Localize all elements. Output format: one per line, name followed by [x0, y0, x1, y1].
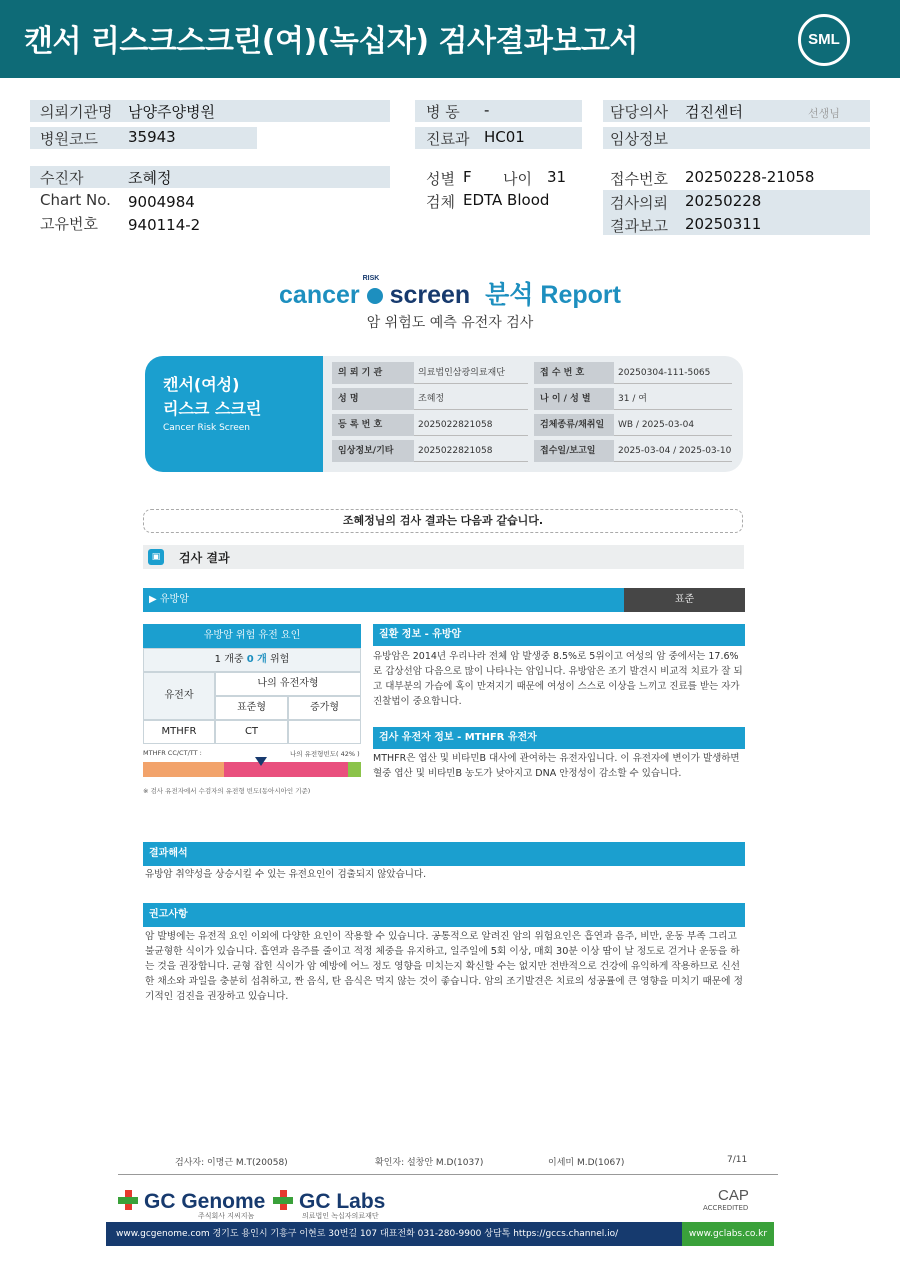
report-title: 캔서 리스크스크린(여)(녹십자) 검사결과보고서: [24, 24, 638, 59]
gc-labs-cross-icon: [273, 1190, 293, 1210]
gene-value-increased: [288, 720, 361, 744]
freq-segment: [315, 762, 348, 777]
confirmer-signature: 확인자: 설창안 M.D(1037): [375, 1158, 484, 1168]
footer-site: www.gclabs.co.kr: [682, 1222, 774, 1246]
gc-genome-logo: GC Genome: [144, 1190, 266, 1213]
increased-header: 증가형: [288, 696, 361, 720]
risk-count-post: 위험: [270, 654, 290, 665]
card-key: 나 이 / 성 별: [534, 388, 614, 410]
disease-info-text: 유방암은 2014년 우리나라 전체 암 발생중 8.5%로 5위이고 여성의 암 중에서는 17.6%로 갑상선암 다음으로 많이 나타나는 암입니다. 유방암은 조기 발견시 비교적 치료가 잘 되고 대부분의 가슴에 혹이 만져지기 때문에 여성이 스스로 이상을 느끼고 진료를 받는 자가 진찰법이 중요합니다.: [373, 651, 743, 707]
header-bar: [0, 0, 900, 78]
risk-count-row: [143, 648, 361, 672]
standard-header: 표준형: [215, 696, 288, 720]
inst-label: 의뢰기관명: [40, 103, 113, 121]
freq-marker-icon: [255, 757, 267, 766]
risk-table-title: 유방암 위험 유전 요인: [143, 624, 361, 648]
freq-label: MTHFR CC/CT/TT :: [143, 749, 202, 757]
chart-value: 9004984: [128, 193, 195, 211]
code-label: 병원코드: [40, 130, 98, 148]
footer-divider: [118, 1174, 778, 1175]
sex-label: 성별: [426, 170, 455, 188]
logo-cancer: cancer: [279, 281, 360, 309]
gene-value-standard: CT: [215, 720, 288, 744]
page-number: 7/11: [727, 1155, 748, 1165]
freq-segment: [348, 762, 361, 777]
report-label: 결과보고: [610, 217, 668, 235]
recommendation-text: 암 발병에는 유전적 요인 이외에 다양한 요인이 작용할 수 있습니다. 공통적으로 알려진 암의 위험요인은 흡연과 음주, 비만, 운동 부족 그리고 불균형한 식이가 있습니다. 흡연과 음주를 줄이고 적정 체중을 유지하고, 일주일에 5회 이상, 매회 30분 이상 땀이 날 정도로 걷거나 운동을 하는 것을 권장합니다. 균형 잡힌 식이가 암 예방에 어느 정도 영향을 미치는지 확신할 수는 없지만 전반적으로 건강에 유익하게 작용하므로 신선한 채소와 과일을 충분히 섭취하고, 짠 음식, 탄 음식은 먹지 않는 것이 좋습니다. 암의 조기발견은 치료의 성공률에 큰 영향을 미치기 때문에 정기적인 검진을 권장하고 있습니다.: [145, 931, 743, 1002]
gene-info-title: 검사 유전자 정보 - MTHFR 유전자: [373, 727, 745, 749]
card-value: 2025022821058: [414, 414, 528, 436]
doctor2-signature: 이세미 M.D(1067): [548, 1158, 625, 1168]
specimen-value: EDTA Blood: [463, 191, 550, 209]
name-label: 수진자: [40, 169, 84, 187]
card-key: 의 뢰 기 관: [332, 362, 414, 384]
card-value: 31 / 여: [614, 388, 732, 410]
report-subtitle: 암 위험도 예측 유전자 검사: [366, 315, 534, 331]
freq-marker-label: 나의 유전형빈도( 42% ): [290, 750, 360, 758]
ward-label: 병 동: [426, 103, 460, 121]
recommendation-title: 권고사항: [143, 903, 745, 927]
request-value: 20250228: [685, 192, 762, 210]
card-key: 성 명: [332, 388, 414, 410]
examiner-signature: 검사자: 이명근 M.T(20058): [175, 1158, 288, 1168]
card-key: 검체종류/채취일: [534, 414, 614, 436]
card-title-1: 캔서(여성): [163, 375, 240, 394]
clinical-label: 임상정보: [610, 130, 668, 148]
freq-note: ※ 검사 유전자에서 수검자의 유전형 빈도(동아시아인 기준): [143, 787, 311, 795]
cancer-risk-screen-logo: [0, 275, 900, 311]
freq-segment: [143, 762, 224, 777]
logo-report-title: 분석 Report: [485, 281, 621, 309]
age-value: 31: [547, 168, 567, 186]
receipt-value: 20250228-21058: [685, 168, 815, 186]
result-box-icon: ▣: [148, 549, 164, 565]
my-genotype-header: 나의 유전자형: [215, 672, 361, 696]
card-value: 20250304-111-5065: [614, 362, 732, 384]
cancer-name-bar: ▶ 유방암: [143, 588, 624, 612]
doctor-suffix: 선생님: [808, 107, 840, 120]
logo-globe-icon: [362, 275, 383, 304]
gene-info-text: MTHFR은 엽산 및 비타민B 대사에 관여하는 유전자입니다. 이 유전자에 변이가 발생하면 혈중 엽산 및 비타민B 농도가 낮아지고 DNA 안정성이 감소할 수 있습니다.: [373, 753, 740, 779]
cap-logo: CAP: [718, 1187, 749, 1204]
card-value: 의료법인삼광의료재단: [414, 362, 528, 384]
sml-logo: SML: [798, 14, 850, 66]
request-label: 검사의뢰: [610, 194, 668, 212]
gene-name: MTHFR: [143, 720, 215, 744]
age-label: 나이: [503, 170, 532, 188]
gc-genome-sub: 주식회사 지씨지놈: [198, 1212, 255, 1220]
result-notice: 조혜정님의 검사 결과는 다음과 같습니다.: [143, 509, 743, 533]
freq-bar: [143, 762, 361, 777]
gene-header: 유전자: [143, 672, 215, 720]
dept-value: HC01: [484, 128, 525, 146]
footer-address: www.gcgenome.com 경기도 용인시 기흥구 이현로 30번길 107 대표전화 031-280-9900 상담톡 https://gccs.channel.io/: [116, 1229, 619, 1239]
gc-labs-logo: GC Labs: [299, 1190, 386, 1213]
gc-labs-sub: 의료법인 녹십자의료재단: [302, 1212, 379, 1220]
name-row-bg: [30, 166, 390, 188]
ward-value: -: [484, 101, 490, 119]
interpretation-title: 결과해석: [143, 842, 745, 866]
card-key: 임상정보/기타: [332, 440, 414, 462]
name-value: 조혜정: [128, 169, 172, 187]
risk-count: 0 개: [246, 654, 267, 665]
code-value: 35943: [128, 128, 176, 146]
logo-risk: RISK: [362, 275, 380, 283]
footer-bar: [106, 1222, 774, 1246]
card-value: 조혜정: [414, 388, 528, 410]
logo-screen: screen: [389, 281, 471, 309]
interpretation-text: 유방암 취약성을 상승시킬 수 있는 유전요인이 검출되지 않았습니다.: [145, 869, 427, 880]
card-value: 2025022821058: [414, 440, 528, 462]
freq-segment: [224, 762, 316, 777]
dept-label: 진료과: [426, 130, 470, 148]
card-value: 2025-03-04 / 2025-03-10: [614, 440, 732, 462]
chart-label: Chart No.: [40, 191, 111, 209]
gc-genome-cross-icon: [118, 1190, 138, 1210]
cancer-status: 표준: [624, 588, 745, 612]
card-title-panel: [145, 356, 323, 472]
report-value: 20250311: [685, 215, 762, 233]
sex-value: F: [463, 168, 472, 186]
risk-count-pre: 1 개중: [214, 654, 244, 665]
card-key: 접 수 번 호: [534, 362, 614, 384]
inst-value: 남양주양병원: [128, 103, 215, 121]
card-title-en: Cancer Risk Screen: [163, 423, 251, 433]
card-title-2: 리스크 스크린: [163, 399, 262, 418]
section-title: 검사 결과: [179, 551, 230, 565]
cap-accredited: ACCREDITED: [703, 1204, 749, 1212]
card-key: 등 록 번 호: [332, 414, 414, 436]
section-header: [143, 545, 744, 569]
specimen-label: 검체: [426, 193, 455, 211]
id-label: 고유번호: [40, 215, 98, 233]
receipt-label: 접수번호: [610, 170, 668, 188]
card-key: 접수일/보고일: [534, 440, 614, 462]
disease-info-title: 질환 정보 - 유방암: [373, 624, 745, 646]
doctor-label: 담당의사: [610, 103, 668, 121]
card-value: WB / 2025-03-04: [614, 414, 732, 436]
id-value: 940114-2: [128, 216, 201, 234]
doctor-value: 검진센터: [685, 103, 743, 121]
